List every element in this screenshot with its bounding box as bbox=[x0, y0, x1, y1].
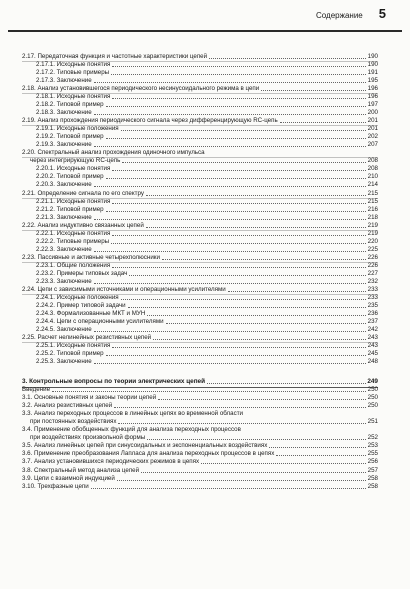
toc-entry bbox=[0, 270, 410, 278]
toc-entry-title: 3.1. Основные понятия и законы теории цепей bbox=[22, 394, 157, 402]
toc-dot-leader bbox=[261, 90, 366, 91]
toc-entry-page: 235 bbox=[367, 301, 378, 309]
toc-entry-title: 2.24.5. Заключение bbox=[36, 326, 92, 334]
toc-entry-title: 3.8. Спектральный метод анализа цепей bbox=[22, 466, 140, 474]
toc-dot-leader bbox=[106, 138, 366, 139]
toc-entry-page: 218 bbox=[367, 213, 378, 221]
toc-entry-page: 195 bbox=[367, 77, 378, 85]
toc-entry-page: 207 bbox=[367, 141, 378, 149]
toc-dot-leader bbox=[94, 186, 366, 187]
toc-dot-leader bbox=[153, 339, 366, 340]
toc-entry-title: 2.24.4. Цепи с операционными усилителями bbox=[36, 317, 164, 325]
toc-entry-title: 2.22. Анализ индуктивно связанных цепей bbox=[22, 221, 144, 229]
toc-entry-page: 251 bbox=[367, 418, 378, 426]
toc-entry bbox=[0, 246, 410, 254]
toc-entry bbox=[0, 350, 410, 358]
toc-entry-title: 2.17. Передаточная функция и частотные характеристики цепей bbox=[22, 53, 208, 60]
toc-entry-page: 256 bbox=[367, 458, 378, 466]
toc-entry-page: 233 bbox=[367, 293, 378, 301]
toc-dot-leader bbox=[112, 98, 366, 99]
toc-entry-title: 2.22.3. Заключение bbox=[36, 245, 92, 253]
toc-entry bbox=[0, 157, 410, 165]
toc-entry bbox=[0, 410, 410, 418]
toc-entry-title: 2.20.2. Типовой пример bbox=[36, 173, 104, 181]
toc-dot-leader bbox=[112, 235, 366, 236]
toc-entry-title: 3.5. Анализ линейных цепей при синусоидальных и экспоненциальных воздействиях bbox=[22, 442, 268, 450]
toc-entry-title: 2.25. Расчет нелинейных резистивных цепей bbox=[22, 334, 152, 342]
toc-entry bbox=[0, 53, 410, 61]
toc-dot-leader bbox=[94, 363, 366, 364]
toc-entry-page: 202 bbox=[367, 133, 378, 141]
toc-entry-title: при постоянных воздействиях bbox=[30, 418, 117, 426]
toc-entry bbox=[0, 206, 410, 214]
toc-entry bbox=[0, 85, 410, 93]
toc-entry-title: 2.19.2. Типовой пример bbox=[36, 133, 104, 141]
toc-entry-title: 3.9. Цепи с взаимной индукцией bbox=[22, 474, 115, 482]
toc-dot-leader bbox=[106, 211, 366, 212]
toc-entry-title: 2.24.1. Исходные положения bbox=[36, 293, 119, 301]
toc-entry bbox=[0, 77, 410, 85]
toc-dot-leader bbox=[52, 391, 366, 392]
toc-dot-leader bbox=[117, 480, 366, 481]
toc-entry bbox=[0, 173, 410, 181]
toc-entry-title: 2.17.2. Типовые примеры bbox=[36, 69, 110, 77]
toc-entry bbox=[0, 141, 410, 149]
toc-entry bbox=[0, 434, 410, 442]
toc-dot-leader bbox=[112, 347, 366, 348]
toc-dot-leader bbox=[276, 455, 366, 456]
toc-entry bbox=[0, 378, 410, 386]
toc-entry-page: 226 bbox=[367, 261, 378, 269]
toc-entry-page: 258 bbox=[367, 474, 378, 482]
toc-entry bbox=[0, 394, 410, 402]
toc-entry bbox=[0, 181, 410, 189]
toc-entry-title: 2.21.3. Заключение bbox=[36, 213, 92, 221]
toc-entry-page: 196 bbox=[367, 85, 378, 93]
toc-entry bbox=[0, 458, 410, 466]
toc-entry-page: 226 bbox=[367, 253, 378, 261]
toc-dot-leader bbox=[106, 355, 366, 356]
toc-dot-leader bbox=[201, 463, 366, 464]
toc-dot-leader bbox=[128, 307, 366, 308]
toc-dot-leader bbox=[280, 122, 366, 123]
toc-entry bbox=[0, 278, 410, 286]
toc-entry-page: 201 bbox=[367, 125, 378, 133]
toc-entry-page: 252 bbox=[367, 434, 378, 442]
toc-entry bbox=[0, 418, 410, 426]
toc-entry-page: 257 bbox=[367, 466, 378, 474]
toc-entry bbox=[0, 69, 410, 77]
toc-dot-leader bbox=[94, 331, 366, 332]
toc-entry-title: 2.23.3. Заключение bbox=[36, 277, 92, 285]
toc-entry-page: 250 bbox=[367, 402, 378, 410]
toc-entry-page: 214 bbox=[367, 181, 378, 189]
toc-entry-title: 2.18.2. Типовой пример bbox=[36, 101, 104, 109]
toc-entry-title: 2.20.1. Исходные понятия bbox=[36, 165, 111, 173]
toc-entry-title: 2.18.3. Заключение bbox=[36, 109, 92, 117]
toc-entry-page: 255 bbox=[367, 450, 378, 458]
toc-entry-title: 2.20.3. Заключение bbox=[36, 181, 92, 189]
toc-dot-leader bbox=[94, 82, 366, 83]
toc-entry bbox=[0, 467, 410, 475]
toc-entry-page: 210 bbox=[367, 173, 378, 181]
toc-entry bbox=[0, 101, 410, 109]
toc-entry bbox=[0, 214, 410, 222]
toc-entry bbox=[0, 402, 410, 410]
toc-entry bbox=[0, 117, 410, 125]
toc-dot-leader bbox=[112, 170, 366, 171]
toc-dot-leader bbox=[122, 162, 366, 163]
toc-dot-leader bbox=[112, 203, 366, 204]
toc-entry-title: 3. Контрольные вопросы по теории электрических цепей bbox=[22, 378, 206, 386]
toc-dot-leader bbox=[112, 267, 366, 268]
toc-entry-title: 2.21.1. Исходные понятия bbox=[36, 197, 111, 205]
toc-entry-title: 2.24.2. Пример типовой задачи bbox=[36, 301, 126, 309]
toc-entry-page: 196 bbox=[367, 93, 378, 101]
toc-entry-page: 248 bbox=[367, 358, 378, 366]
toc-entry-title: 3.10. Трехфазные цепи bbox=[22, 482, 89, 490]
toc-entry-title: 2.19.3. Заключение bbox=[36, 141, 92, 149]
toc-entry-page: 200 bbox=[367, 109, 378, 117]
toc-entry bbox=[0, 475, 410, 483]
toc-dot-leader bbox=[147, 439, 366, 440]
toc-entry bbox=[0, 310, 410, 318]
toc-entry-title: 2.25.3. Заключение bbox=[36, 358, 92, 366]
toc-entry-page: 219 bbox=[367, 221, 378, 229]
toc-entry-title: 3.2. Анализ резистивных цепей bbox=[22, 402, 113, 410]
toc-entry bbox=[0, 426, 410, 434]
toc-entry-title: 3.7. Анализ установившихся периодических режимов в цепях bbox=[22, 458, 200, 466]
toc-entry-page: 245 bbox=[367, 350, 378, 358]
toc-entry-title: 2.17.1. Исходные понятия bbox=[36, 61, 111, 69]
toc-entry-page: 220 bbox=[367, 237, 378, 245]
page-header bbox=[8, 6, 386, 21]
toc-entry bbox=[0, 165, 410, 173]
toc-dot-leader bbox=[269, 447, 366, 448]
toc-entry bbox=[0, 125, 410, 133]
toc-dot-leader bbox=[106, 106, 366, 107]
toc-entry-page: 190 bbox=[367, 53, 378, 60]
toc-entry-title: 2.18. Анализ установившегося периодического несинусоидального режима в цепи bbox=[22, 85, 260, 93]
toc-dot-leader bbox=[111, 74, 366, 75]
toc-entry-title: 2.23.1. Общие положения bbox=[36, 261, 111, 269]
toc-entry bbox=[0, 334, 410, 342]
toc-entry-page: 219 bbox=[367, 229, 378, 237]
toc-entry bbox=[0, 198, 410, 206]
toc-entry bbox=[0, 109, 410, 117]
toc-entry-title: через интегрирующую RC-цепь bbox=[30, 157, 121, 165]
toc-dot-leader bbox=[94, 251, 366, 252]
toc-entry-page: 258 bbox=[367, 482, 378, 490]
toc-dot-leader bbox=[112, 66, 366, 67]
toc-dot-leader bbox=[158, 399, 366, 400]
toc-dot-leader bbox=[94, 146, 366, 147]
toc-entry-title: 2.22.1. Исходные понятия bbox=[36, 229, 111, 237]
toc-entry bbox=[0, 326, 410, 334]
toc-entry-title: Введение bbox=[22, 386, 51, 394]
toc-dot-leader bbox=[94, 114, 366, 115]
toc-dot-leader bbox=[91, 488, 366, 489]
toc-entry bbox=[0, 294, 410, 302]
toc-entry-title: 2.23.2. Примеры типовых задач bbox=[36, 269, 128, 277]
toc-entry-page: 201 bbox=[367, 117, 378, 125]
toc-entry-title: 2.20. Спектральный анализ прохождения одиночного импульса bbox=[22, 149, 205, 157]
toc-entry bbox=[0, 386, 410, 394]
toc-dot-leader bbox=[147, 315, 366, 316]
toc-entry-page: 237 bbox=[367, 317, 378, 325]
toc-entry-page: 190 bbox=[367, 61, 378, 69]
toc-dot-leader bbox=[129, 275, 366, 276]
toc-entry bbox=[0, 483, 410, 491]
toc-entry bbox=[0, 302, 410, 310]
toc-entry-title: 3.6. Применение преобразования Лапласа для анализа переходных процессов в цепях bbox=[22, 450, 275, 458]
toc-dot-leader bbox=[94, 219, 366, 220]
toc-entry-page: 215 bbox=[367, 197, 378, 205]
toc-entry-title: 2.22.2. Типовые примеры bbox=[36, 237, 110, 245]
running-title: Содержание bbox=[316, 11, 363, 20]
toc-dot-leader bbox=[114, 407, 366, 408]
header-rule bbox=[8, 30, 402, 32]
toc-entry-page: 250 bbox=[367, 386, 378, 394]
toc-entry-page: 208 bbox=[367, 165, 378, 173]
toc-dot-leader bbox=[162, 259, 366, 260]
toc-entry-title: 2.19.1. Исходные положения bbox=[36, 125, 119, 133]
toc-entry-title: 2.21. Определение сигнала по его спектру bbox=[22, 189, 144, 197]
toc-entry-title: 2.23. Пассивные и активные четырехполюсники bbox=[22, 253, 160, 261]
toc-entry-page: 216 bbox=[367, 205, 378, 213]
page-number: 5 bbox=[378, 6, 386, 21]
toc-entry bbox=[0, 93, 410, 101]
toc-entry bbox=[0, 133, 410, 141]
toc-dot-leader bbox=[207, 383, 366, 384]
toc-entry-title: 3.3. Анализ переходных процессов в линейных цепях во временной области bbox=[22, 410, 243, 418]
toc-dot-leader bbox=[121, 130, 366, 131]
toc-dot-leader bbox=[209, 58, 366, 59]
toc-entry-title: 2.18.1. Исходные понятия bbox=[36, 93, 111, 101]
toc-entry-title: 2.17.3. Заключение bbox=[36, 77, 92, 85]
toc-entry bbox=[0, 286, 410, 294]
toc-dot-leader bbox=[146, 195, 366, 196]
toc-entry bbox=[0, 442, 410, 450]
toc-entry bbox=[0, 318, 410, 326]
toc-entry-page: 243 bbox=[367, 334, 378, 342]
toc-dot-leader bbox=[106, 178, 366, 179]
toc-entry-page: 232 bbox=[367, 277, 378, 285]
toc-dot-leader bbox=[228, 291, 366, 292]
toc-entry-title: 2.21.2. Типовой пример bbox=[36, 205, 104, 213]
toc-entry-page: 197 bbox=[367, 101, 378, 109]
toc-entry-page: 243 bbox=[367, 342, 378, 350]
toc-entry-title: при воздействиях произвольной формы bbox=[30, 434, 146, 442]
toc-entry bbox=[0, 262, 410, 270]
toc-entry-title: 2.25.1. Исходные понятия bbox=[36, 342, 111, 350]
toc-dot-leader bbox=[111, 243, 366, 244]
toc-entry-page: 215 bbox=[367, 189, 378, 197]
toc-entry-page: 233 bbox=[367, 285, 378, 293]
toc-dot-leader bbox=[118, 423, 366, 424]
toc-entry bbox=[0, 450, 410, 458]
toc-entry-page: 242 bbox=[367, 326, 378, 334]
toc-dot-leader bbox=[166, 323, 366, 324]
toc-entry bbox=[0, 190, 410, 198]
toc-entry bbox=[0, 230, 410, 238]
toc-entry bbox=[0, 149, 410, 157]
toc-dot-leader bbox=[141, 472, 366, 473]
toc-entry-page: 253 bbox=[367, 442, 378, 450]
toc-entry bbox=[0, 358, 410, 366]
toc-entry-title: 2.19. Анализ прохождения периодического сигнала через дифференцирующую RC-цепь bbox=[22, 117, 278, 125]
toc-dot-leader bbox=[146, 227, 366, 228]
toc-entry-page: 208 bbox=[367, 157, 378, 165]
toc-entry bbox=[0, 342, 410, 350]
toc-entry bbox=[0, 254, 410, 262]
toc-dot-leader bbox=[121, 299, 366, 300]
toc-entry-page: 250 bbox=[367, 394, 378, 402]
toc-dot-leader bbox=[94, 283, 366, 284]
toc-entry-page: 236 bbox=[367, 309, 378, 317]
toc-entry-title: 3.4. Применение обобщенных функций для анализа переходных процессов bbox=[22, 426, 241, 434]
toc-entry-title: 2.24.3. Формализованные МКТ и МУН bbox=[36, 309, 146, 317]
toc-entry-title: 2.24. Цепи с зависимыми источниками и операционными усилителями bbox=[22, 285, 226, 293]
toc-entry bbox=[0, 61, 410, 69]
toc-entry-title: 2.25.2. Типовой пример bbox=[36, 350, 104, 358]
toc-entry-page: 227 bbox=[367, 269, 378, 277]
toc-entry-page: 225 bbox=[367, 245, 378, 253]
toc-entry-page: 191 bbox=[367, 69, 378, 77]
toc-entry bbox=[0, 238, 410, 246]
toc-entry-page: 249 bbox=[367, 378, 378, 386]
toc-entry bbox=[0, 222, 410, 230]
